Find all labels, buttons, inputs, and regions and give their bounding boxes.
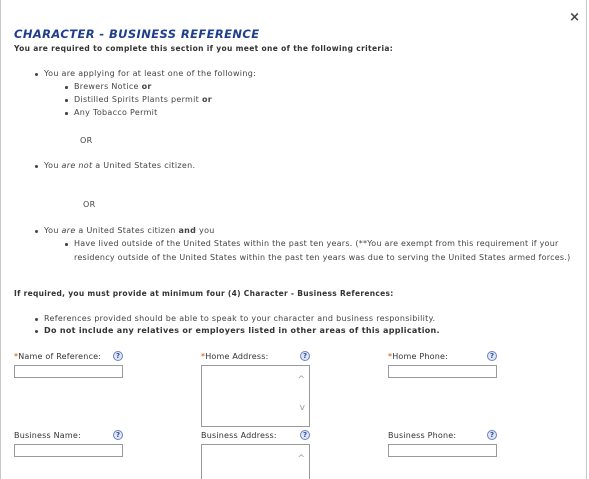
- requirement-intro: You are required to complete this section if you meet one of the following criteria:: [14, 44, 394, 53]
- criterion-1-item-2: Distilled Spirits Plants permit or: [74, 95, 212, 104]
- close-icon[interactable]: ×: [569, 10, 580, 25]
- minimum-references-text: If required, you must provide at minimum four (4) Character - Business References:: [14, 289, 394, 298]
- business-phone-label: Business Phone:: [388, 431, 457, 440]
- reference-note-2: Do not include any relatives or employers listed in other areas of this application.: [44, 326, 440, 335]
- business-phone-input[interactable]: [388, 444, 497, 457]
- criterion-1-item-3: Any Tobacco Permit: [74, 108, 158, 117]
- criterion-3-sub-line-1: Have lived outside of the United States within the past ten years. (**You are exempt from this requirement if your: [74, 239, 559, 248]
- bullet-icon: [35, 73, 38, 76]
- business-address-label: Business Address:: [201, 431, 277, 440]
- home-phone-label: *Home Phone:: [388, 352, 449, 361]
- criterion-3-sub-line-2: residency outside of the United States within the past ten years was due to serving the United States armed forces.): [74, 253, 571, 262]
- criterion-1-item-1: Brewers Notice or: [74, 82, 152, 91]
- bullet-icon: [35, 230, 38, 233]
- bullet-icon: [35, 330, 38, 333]
- business-phone-help-icon[interactable]: ?: [487, 430, 497, 440]
- scroll-up-icon[interactable]: ^: [297, 454, 305, 464]
- name-of-reference-label: *Name of Reference:: [14, 352, 102, 361]
- reference-note-1: References provided should be able to speak to your character and business responsibility.: [44, 314, 436, 323]
- home-address-textarea[interactable]: [201, 365, 310, 427]
- dialog-title: CHARACTER - BUSINESS REFERENCE: [14, 27, 260, 41]
- criterion-2-text: You are not a United States citizen.: [44, 161, 196, 170]
- or-separator-1: OR: [80, 136, 93, 145]
- bullet-icon: [65, 99, 68, 102]
- scroll-up-icon[interactable]: ^: [297, 375, 305, 385]
- bullet-icon: [65, 112, 68, 115]
- business-name-input[interactable]: [14, 444, 123, 457]
- name-of-reference-input[interactable]: [14, 365, 123, 378]
- business-address-help-icon[interactable]: ?: [300, 430, 310, 440]
- home-address-label: *Home Address:: [201, 352, 269, 361]
- home-address-help-icon[interactable]: ?: [300, 351, 310, 361]
- criterion-3-text: You are a United States citizen and you: [44, 226, 215, 235]
- name-of-reference-help-icon[interactable]: ?: [113, 351, 123, 361]
- or-separator-2: OR: [83, 200, 96, 209]
- bullet-icon: [35, 165, 38, 168]
- business-name-label: Business Name:: [14, 431, 81, 440]
- bullet-icon: [35, 318, 38, 321]
- home-phone-input[interactable]: [388, 365, 497, 378]
- scroll-down-icon[interactable]: v: [299, 403, 305, 413]
- business-name-help-icon[interactable]: ?: [113, 430, 123, 440]
- home-phone-help-icon[interactable]: ?: [487, 351, 497, 361]
- business-address-textarea[interactable]: [201, 444, 310, 479]
- criterion-1-text: You are applying for at least one of the following:: [44, 69, 257, 78]
- bullet-icon: [65, 86, 68, 89]
- bullet-icon: [65, 243, 68, 246]
